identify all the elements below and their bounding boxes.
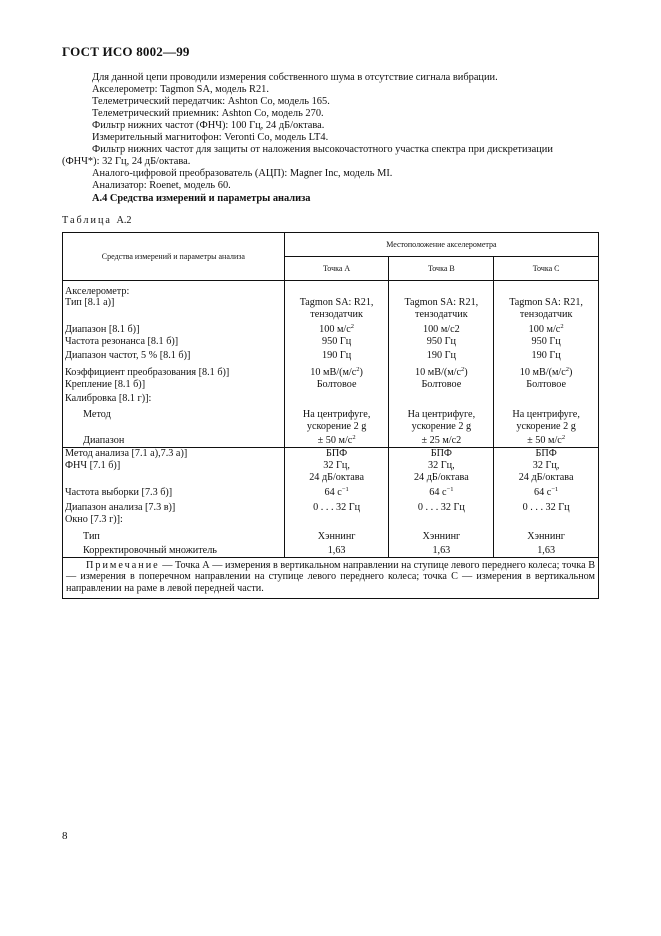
- row-label-window: Окно [7.3 г)]:: [63, 514, 285, 528]
- intro-line-5: Фильтр нижних частот (ФНЧ): 100 Гц, 24 дБ/октава.: [92, 120, 325, 131]
- col-header-point-b: Точка В: [389, 257, 494, 281]
- row-label-range: Диапазон [8.1 б)]: [63, 321, 285, 336]
- document-header: ГОСТ ИСО 8002—99: [62, 44, 190, 59]
- col-header-instruments: Средства измерений и параметры анализа: [63, 233, 285, 281]
- table-row: [63, 286, 599, 298]
- table-row: [63, 514, 599, 528]
- row-label-freq-range: Диапазон частот, 5 % [8.1 б)]: [63, 350, 285, 364]
- table-row: [63, 350, 599, 364]
- cell-mount-b: Болтовое: [389, 379, 494, 393]
- cell-method-a: На центрифуге, ускорение 2 g: [284, 407, 389, 433]
- cell-resonance-b: 950 Гц: [389, 336, 494, 350]
- cell-correction-b: 1,63: [389, 543, 494, 557]
- intro-line-8: (ФНЧ*): 32 Гц, 24 дБ/октава.: [62, 156, 191, 167]
- row-label-sampling: Частота выборки [7.3 б)]: [63, 484, 285, 499]
- cell-calib-range-b: ± 25 м/с2: [389, 432, 494, 447]
- intro-line-6: Измерительный магнитофон: Veronti Co, модель LT4.: [92, 132, 329, 143]
- cell-resonance-c: 950 Гц: [494, 336, 599, 350]
- table-row: [63, 484, 599, 499]
- table-row: [63, 499, 599, 514]
- cell-method-b: На центрифуге, ускорение 2 g: [389, 407, 494, 433]
- note-label: Примечание: [86, 559, 160, 571]
- cell-mount-a: Болтовое: [284, 379, 389, 393]
- intro-line-10: Анализатор: Roenet, модель 60.: [92, 180, 231, 191]
- cell-analysis-range-b: 0 . . . 32 Гц: [389, 499, 494, 514]
- cell-range-c: 100 $м/с^2$: [494, 321, 599, 336]
- row-label-window-type: Тип: [63, 528, 285, 543]
- row-label-analysis-range: Диапазон анализа [7.3 в)]: [63, 499, 285, 514]
- intro-line-1: Для данной цепи проводили измерения собственного шума в отсутствие сигнала вибрации.: [92, 72, 498, 83]
- row-label-method: Метод: [63, 407, 285, 433]
- cell-sampling-a: 64 $с^{-1}$: [284, 484, 389, 499]
- page-number: 8: [62, 830, 68, 842]
- cell-freq-range-a: 190 Гц: [284, 350, 389, 364]
- row-label-mount: Крепление [8.1 б)]: [63, 379, 285, 393]
- row-label-resonance: Частота резонанса [8.1 б)]: [63, 336, 285, 350]
- cell-window-type-a: Хэннинг: [284, 528, 389, 543]
- cell-resonance-a: 950 Гц: [284, 336, 389, 350]
- cell-correction-a: 1,63: [284, 543, 389, 557]
- section-heading: А.4 Средства измерений и параметры анализа: [92, 193, 311, 204]
- note-text: — Точка А — измерения в вертикальном направлении на ступице левого переднего колеса; точка В — измерения в поперечном направлении на ступице левого переднего колеса; точка С — измерения в вертикальном направлении на раме в левой передней части.: [66, 559, 595, 595]
- intro-line-2: Акселерометр: Tagmon SA, модель R21.: [92, 84, 269, 95]
- table-row: [63, 379, 599, 393]
- table-row: [63, 460, 599, 484]
- col-header-point-a: Точка А: [284, 257, 389, 281]
- table-row: [63, 321, 599, 336]
- cell-lpf-b: 32 Гц, 24 дБ/октава: [389, 460, 494, 484]
- row-label-coefficient: Коэффициент преобразования [8.1 б)]: [63, 364, 285, 379]
- row-label-accelerometer: Акселерометр:: [63, 286, 285, 298]
- table-note: [63, 557, 599, 598]
- cell-calib-range-c: ± 50 $м/с^2$: [494, 432, 599, 447]
- cell-type-b: Tagmon SA: R21, тензодатчик: [389, 297, 494, 321]
- cell-range-a: 100 $м/с^2$: [284, 321, 389, 336]
- intro-line-7: Фильтр нижних частот для защиты от наложения высокочастотного участка спектра при дискретизации: [92, 144, 553, 155]
- cell-analysis-range-a: 0 . . . 32 Гц: [284, 499, 389, 514]
- measurement-table: [62, 232, 599, 599]
- cell-type-a: Tagmon SA: R21, тензодатчик: [284, 297, 389, 321]
- row-label-analysis-method: Метод анализа [7.1 а),7.3 а)]: [63, 447, 285, 460]
- cell-window-type-c: Хэннинг: [494, 528, 599, 543]
- cell-analysis-method-c: БПФ: [494, 447, 599, 460]
- cell-range-b: 100 м/с2: [389, 321, 494, 336]
- col-header-point-c: Точка С: [494, 257, 599, 281]
- row-label-lpf: ФНЧ [7.1 б)]: [63, 460, 285, 484]
- table-caption-word: Таблица: [62, 215, 112, 226]
- cell-method-c: На центрифуге, ускорение 2 g: [494, 407, 599, 433]
- table-caption-number: А.2: [116, 215, 132, 226]
- cell-calib-range-a: ± 50 $м/с^2$: [284, 432, 389, 447]
- cell-type-c: Tagmon SA: R21, тензодатчик: [494, 297, 599, 321]
- table-row: [63, 528, 599, 543]
- cell-analysis-method-b: БПФ: [389, 447, 494, 460]
- table-row: [63, 364, 599, 379]
- cell-window-type-b: Хэннинг: [389, 528, 494, 543]
- cell-lpf-c: 32 Гц, 24 дБ/октава: [494, 460, 599, 484]
- cell-freq-range-b: 190 Гц: [389, 350, 494, 364]
- cell-analysis-range-c: 0 . . . 32 Гц: [494, 499, 599, 514]
- intro-line-4: Телеметрический приемник: Ashton Co, модель 270.: [92, 108, 324, 119]
- cell-coef-b: 10 $мВ/(м/с^2)$: [389, 364, 494, 379]
- cell-sampling-c: 64 $с^{-1}$: [494, 484, 599, 499]
- cell-correction-c: 1,63: [494, 543, 599, 557]
- cell-lpf-a: 32 Гц, 24 дБ/октава: [284, 460, 389, 484]
- row-label-calibration: Калибровка [8.1 г)]:: [63, 393, 285, 407]
- table-row: [63, 432, 599, 447]
- table-row: [63, 393, 599, 407]
- cell-sampling-b: 64 $с^{-1}$: [389, 484, 494, 499]
- cell-freq-range-c: 190 Гц: [494, 350, 599, 364]
- table-row: [63, 447, 599, 460]
- row-label-calib-range: Диапазон: [63, 432, 285, 447]
- table-row: [63, 336, 599, 350]
- table-row: [63, 543, 599, 557]
- cell-coef-a: 10 $мВ/(м/с^2)$: [284, 364, 389, 379]
- row-label-type: Тип [8.1 а)]: [63, 297, 285, 321]
- row-label-correction: Корректировочный множитель: [63, 543, 285, 557]
- table-row: [63, 407, 599, 433]
- cell-mount-c: Болтовое: [494, 379, 599, 393]
- intro-line-3: Телеметрический передатчик: Ashton Co, модель 165.: [92, 96, 330, 107]
- intro-line-9: Аналого-цифровой преобразователь (АЦП): Magner Inc, модель MI.: [92, 168, 393, 179]
- cell-coef-c: 10 $мВ/(м/с^2)$: [494, 364, 599, 379]
- table-row: [63, 297, 599, 321]
- col-header-location: Местоположение акселерометра: [284, 233, 598, 257]
- table-caption: [62, 215, 131, 226]
- cell-analysis-method-a: БПФ: [284, 447, 389, 460]
